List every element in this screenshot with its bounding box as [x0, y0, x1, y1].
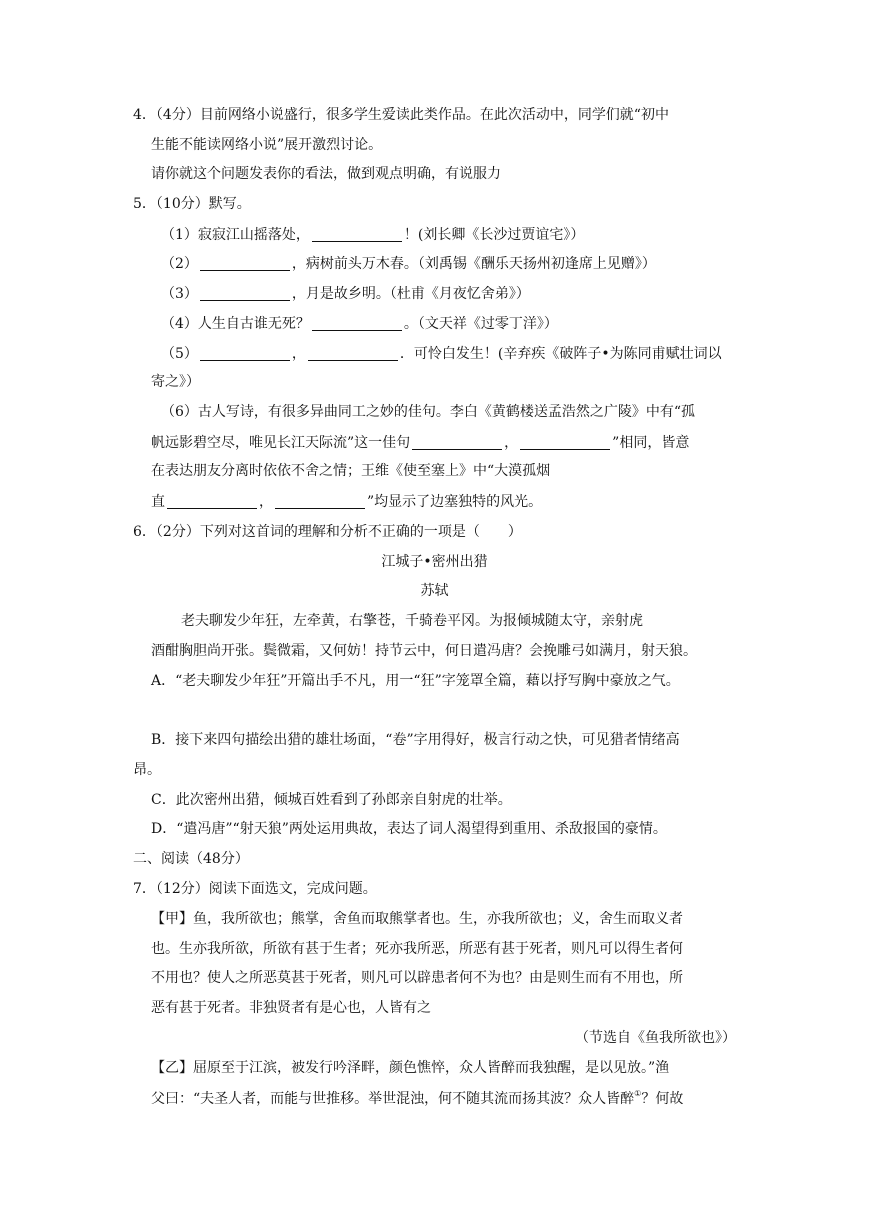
q5-item-4	[161, 316, 558, 331]
q4-line-1: 4．（4分）目前网络小说盛行，很多学生爱读此类作品。在此次活动中，同学们就“初中	[133, 107, 669, 123]
q5-item-5-cont: 寄之》）	[151, 374, 200, 390]
q5-item-6-sep: ，	[504, 435, 519, 451]
q5-item-2	[161, 256, 656, 271]
q5-item-6-line-3: 在表达朋友分离时依依不舍之情；王维《使至塞上》中“大漠孤烟	[151, 463, 551, 479]
answer-blank[interactable]	[167, 494, 257, 509]
q5-item-6-text: 直	[151, 494, 165, 510]
answer-blank[interactable]	[308, 346, 398, 361]
answer-blank[interactable]	[520, 435, 610, 450]
q5-item-3-text: ，月是故乡明。（杜甫《月夜忆舍弟》）	[291, 286, 530, 302]
q5-item-4-source: 。（文天祥《过零丁洋》）	[403, 316, 558, 332]
answer-blank[interactable]	[200, 346, 290, 361]
q5-item-3	[161, 286, 530, 301]
q5-item-1-text: （1）寂寂江山摇落处，	[161, 227, 310, 243]
option-b-line-2: 昂。	[133, 762, 161, 778]
q5-item-5-sep: ，	[291, 346, 306, 362]
q5-item-6-text-end: ”均显示了边塞独特的风光。	[367, 494, 543, 510]
answer-blank[interactable]	[312, 227, 402, 242]
q4-line-2: 生能不能读网络小说”展开激烈讨论。	[151, 137, 383, 153]
q5-item-6-sep: ，	[259, 494, 273, 510]
option-d: D．“遣冯唐”“射天狼”两处运用典故，表达了词人渴望得到重用、杀敌报国的豪情。	[151, 821, 667, 837]
poem-line-1: 老夫聊发少年狂，左牵黄，右擎苍，千骑卷平冈。为报倾城随太守，亲射虎	[181, 613, 643, 629]
passage-yi-text-end: ？何故	[641, 1091, 684, 1107]
q7-title: 7．（12分）阅读下面选文，完成问题。	[133, 881, 377, 897]
answer-blank[interactable]	[200, 286, 290, 301]
poem-author: 苏轼	[420, 583, 449, 599]
poem-title: 江城子•密州出猎	[381, 554, 488, 570]
section-title: 二、阅读（48分）	[133, 851, 249, 867]
q5-item-5-text: ．可怜白发生！(辛弃疾《破阵子•为陈同甫赋壮词以	[399, 346, 722, 362]
passage-jia-line-1: 【甲】鱼，我所欲也；熊掌，舍鱼而取熊掌者也。生，亦我所欲也；义，舍生而取义者	[151, 911, 683, 927]
q6-title: 6．（2分）下列对这首词的理解和分析不正确的一项是（ ）	[133, 524, 522, 540]
passage-jia-source: （节选自《鱼我所欲也》）	[575, 1030, 736, 1046]
q5-item-2-num: （2）	[161, 256, 198, 272]
passage-yi-line-1: 【乙】屈原至于江滨，被发行吟泽畔，颜色憔悴，众人皆醉而我独醒，是以见放。”渔	[151, 1060, 670, 1076]
q5-item-6-line-2	[151, 435, 689, 450]
passage-yi-line-2	[151, 1090, 683, 1106]
poem-line-2: 酒酣胸胆尚开张。鬓微霜，又何妨！持节云中，何日遣冯唐？会挽雕弓如满月，射天狼。	[151, 643, 697, 659]
option-c: C．此次密州出猎，倾城百姓看到了孙郎亲自射虎的壮举。	[151, 792, 512, 808]
q5-item-6-line-4	[151, 494, 542, 509]
footnote-marker: ①	[634, 1089, 642, 1098]
passage-jia-line-4: 恶有甚于死者。非独贤者有是心也，人皆有之	[151, 1000, 431, 1016]
passage-jia-line-3: 不用也？使人之所恶莫甚于死者，则凡可以辟患者何不为也？由是则生而有不用也，所	[151, 970, 683, 986]
q5-item-4-text: （4）人生自古谁无死？	[161, 316, 310, 332]
q5-item-3-num: （3）	[161, 286, 198, 302]
q5-item-6-text: 帆远影碧空尽，唯见长江天际流”这一佳句	[151, 435, 411, 451]
q5-item-2-text: ，病树前头万木春。（刘禹锡《酬乐天扬州初逢席上见赠》）	[291, 256, 656, 272]
option-a: A．“老夫聊发少年狂”开篇出手不凡，用一“狂”字笼罩全篇，藉以抒写胸中豪放之气。	[151, 673, 680, 689]
answer-blank[interactable]	[275, 494, 365, 509]
q5-item-5	[161, 346, 722, 361]
q5-item-1	[161, 227, 584, 242]
q5-item-1-source: ！(刘长卿《长沙过贾谊宅》）	[403, 227, 585, 243]
answer-blank[interactable]	[312, 316, 402, 331]
q4-line-3: 请你就这个问题发表你的看法，做到观点明确，有说服力	[151, 166, 501, 182]
option-b-line-1: B．接下来四句描绘出猎的雄壮场面，“卷”字用得好，极言行动之快，可见猎者情绪高	[151, 732, 680, 748]
answer-blank[interactable]	[412, 435, 502, 450]
answer-blank[interactable]	[200, 256, 290, 271]
q5-item-5-num: （5）	[161, 346, 198, 362]
q5-item-6-line-1: （6）古人写诗，有很多异曲同工之妙的佳句。李白《黄鹤楼送孟浩然之广陵》中有“孤	[161, 404, 696, 420]
passage-jia-line-2: 也。生亦我所欲，所欲有甚于生者；死亦我所恶，所恶有甚于死者，则凡可以得生者何	[151, 941, 683, 957]
passage-yi-text: 父曰：“夫圣人者，而能与世推移。举世混浊，何不随其流而扬其波？众人皆醉	[151, 1091, 635, 1107]
q5-item-6-text-end: ”相同，皆意	[612, 435, 690, 451]
q5-title: 5．（10分）默写。	[133, 196, 251, 212]
